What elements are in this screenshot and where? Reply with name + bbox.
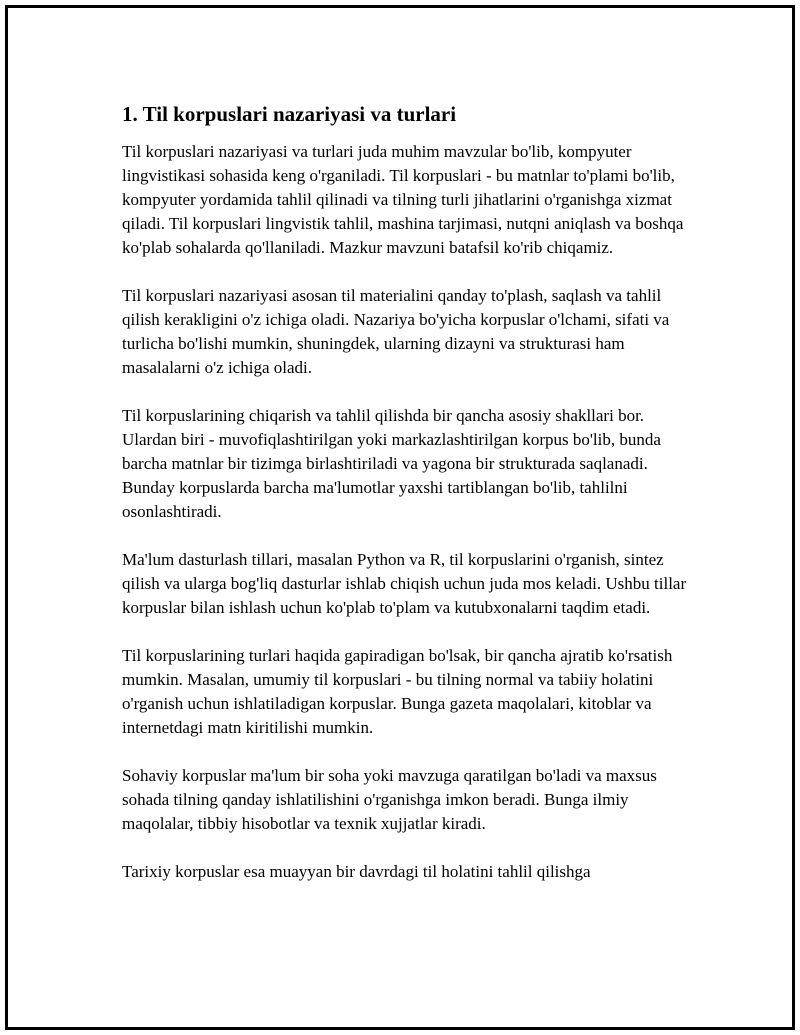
section-heading: 1. Til korpuslari nazariyasi va turlari — [122, 102, 457, 126]
paragraph-4: Ma'lum dasturlash tillari, masalan Python va R, til korpuslarini o'rganish, sintez qilish va ularga bog'liq dasturlar ishlab chiqish uchun juda mos keladi. Ushbu tillar korpuslar bilan ishlash uchun ko'plab to'plam va kutubxonalarni taqdim etadi. — [122, 550, 687, 617]
paragraph-6: Sohaviy korpuslar ma'lum bir soha yoki mavzuga qaratilgan bo'ladi va maxsus sohada tilning qanday ishlatilishini o'rganishga imkon beradi. Bunga ilmiy maqolalar, tibbiy hisobotlar va texnik xujjatlar kiradi. — [122, 766, 657, 833]
document-content — [122, 100, 702, 908]
paragraph-5: Til korpuslarining turlari haqida gapiradigan bo'lsak, bir qancha ajratib ko'rsatish mumkin. Masalan, umumiy til korpuslari - bu tilning normal va tabiiy holatini o'rganish uchun ishlatiladigan korpuslar. Bunga gazeta maqolalari, kitoblar va internetdagi matn kiritilishi mumkin. — [122, 646, 673, 737]
paragraph-7: Tarixiy korpuslar esa muayyan bir davrdagi til holatini tahlil qilishga — [122, 862, 591, 881]
paragraph-1: Til korpuslari nazariyasi va turlari juda muhim mavzular bo'lib, kompyuter lingvistikasi sohasida keng o'rganiladi. Til korpuslari - bu matnlar to'plami bo'lib, kompyuter yordamida tahlil qilinadi va tilning turli jihatlarini o'rganishga xizmat qiladi. Til korpuslari lingvistik tahlil, mashina tarjimasi, nutqni aniqlash va boshqa ko'plab sohalarda qo'llaniladi. Mazkur mavzuni batafsil ko'rib chiqamiz. — [122, 142, 684, 257]
paragraph-2: Til korpuslari nazariyasi asosan til materialini qanday to'plash, saqlash va tahlil qilish kerakligini o'z ichiga oladi. Nazariya bo'yicha korpuslar o'lchami, sifati va turlicha bo'lishi mumkin, shuningdek, ularning dizayni va strukturasi ham masalalarni o'z ichiga oladi. — [122, 286, 670, 377]
page-frame — [5, 5, 795, 1030]
paragraph-3: Til korpuslarining chiqarish va tahlil qilishda bir qancha asosiy shakllari bor. Ulardan biri - muvofiqlashtirilgan yoki markazlashtirilgan korpus bo'lib, bunda barcha matnlar bir tizimga birlashtiriladi va yagona bir strukturada saqlanadi. Bunday korpuslarda barcha ma'lumotlar yaxshi tartiblangan bo'lib, tahlilni osonlashtiradi. — [122, 406, 661, 521]
